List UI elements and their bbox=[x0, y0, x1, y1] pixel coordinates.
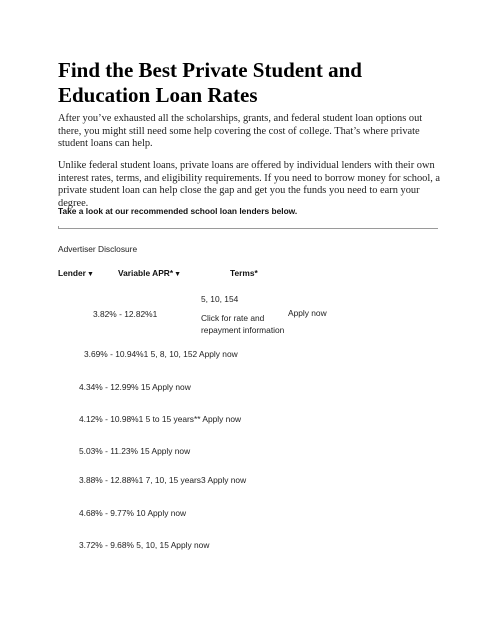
row-1-repayment-info-link[interactable]: repayment information bbox=[201, 325, 285, 335]
table-row[interactable]: 3.88% - 12.88%1 7, 10, 15 years3 Apply now bbox=[79, 475, 247, 485]
private-loans-paragraph: Unlike federal student loans, private loans are offered by individual lenders with their own interest rates, terms, and eligibility requirements. If you need to borrow money for school, a private student loan can help close the gap and get you the funds you need to earn your degree. bbox=[58, 160, 441, 209]
recommended-lenders-heading: Take a look at our recommended school loan lenders below. bbox=[58, 206, 298, 216]
table-row[interactable]: 4.34% - 12.99% 15 Apply now bbox=[79, 382, 191, 392]
divider bbox=[58, 228, 438, 229]
table-row[interactable]: 3.72% - 9.68% 5, 10, 15 Apply now bbox=[79, 540, 210, 550]
table-row[interactable]: 3.69% - 10.94%1 5, 8, 10, 152 Apply now bbox=[84, 349, 238, 359]
row-1-apr: 3.82% - 12.82%1 bbox=[93, 309, 158, 319]
lender-column-header[interactable] bbox=[58, 268, 94, 278]
page-title: Find the Best Private Student and Education Loan Rates bbox=[58, 58, 362, 107]
row-1-rate-info-link[interactable]: Click for rate and bbox=[201, 313, 265, 323]
terms-column-header: Terms* bbox=[230, 268, 258, 278]
sort-down-icon[interactable]: ▼ bbox=[86, 271, 94, 278]
divider-edge bbox=[58, 226, 59, 229]
table-row[interactable]: 5.03% - 11.23% 15 Apply now bbox=[79, 446, 191, 456]
row-1-terms: 5, 10, 154 bbox=[201, 294, 239, 304]
intro-paragraph: After you’ve exhausted all the scholarships, grants, and federal student loan options out there, you might still need some help covering the cost of college. That’s where private student loans can help. bbox=[58, 113, 423, 150]
advertiser-disclosure-link[interactable]: Advertiser Disclosure bbox=[58, 244, 138, 254]
lender-header-label: Lender bbox=[58, 268, 86, 278]
apr-header-label: Variable APR* bbox=[118, 268, 174, 278]
row-1-apply-button[interactable]: Apply now bbox=[288, 308, 327, 318]
sort-down-icon[interactable]: ▼ bbox=[174, 271, 182, 278]
table-row[interactable]: 4.12% - 10.98%1 5 to 15 years** Apply now bbox=[79, 414, 242, 424]
table-row[interactable]: 4.68% - 9.77% 10 Apply now bbox=[79, 508, 187, 518]
apr-column-header[interactable] bbox=[118, 268, 181, 278]
